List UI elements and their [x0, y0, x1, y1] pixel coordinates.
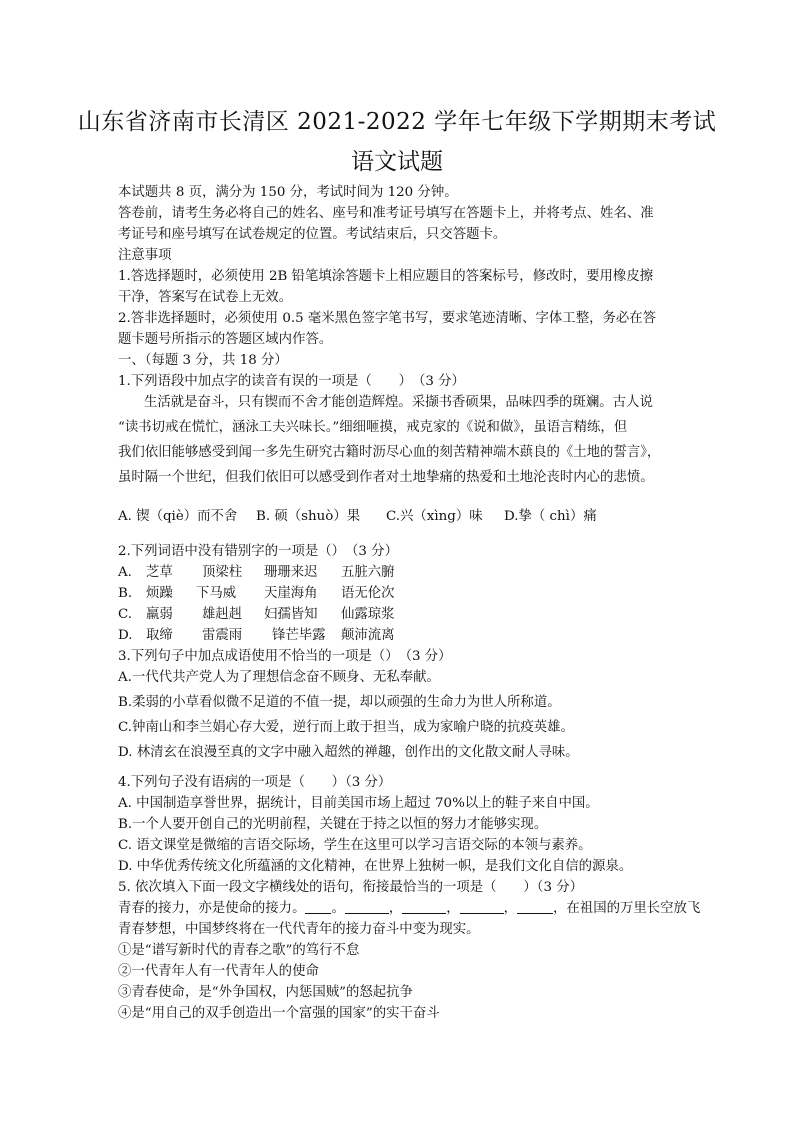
- question-2-option-d: D. 取缔 雷震雨 锋芒毕露 颠沛流离: [118, 628, 395, 643]
- intro-line: 本试题共 8 页，满分为 150 分，考试时间为 120 分钟。: [118, 185, 458, 200]
- question-1-passage: 我们依旧能够感受到闻一多先生研究古籍时沥尽心血的刻苦精神端木蕻良的《土地的誓言》，: [118, 445, 661, 460]
- question-4-option-c: C. 语文课堂是微缩的言语交际场，学生在这里可以学习言语交际的本领与素养。: [118, 838, 592, 853]
- question-5-passage: 青春的接力，亦是使命的接力。 。 ， ， ， ，在祖国的万里长空放飞: [118, 901, 701, 916]
- note-line: 1.答选择题时，必须使用 2B 铅笔填涂答题卡上相应题目的答案标号，修改时，要用橡皮擦: [118, 269, 654, 284]
- question-5-item: ④是“用自己的双手创造出一个富强的国家”的实干奋斗: [118, 1006, 440, 1021]
- question-2-stem: 2.下列词语中没有错别字的一项是（） （3 分）: [118, 544, 398, 559]
- question-5-passage: 青春梦想，中国梦终将在一代代青年的接力奋斗中变为现实。: [118, 922, 480, 937]
- exam-subtitle: 语文试题: [351, 149, 443, 175]
- question-2-option-a: A. 芝草 顶梁柱 珊珊来迟 五脏六腑: [118, 565, 395, 580]
- option-d: D.挚（ chì）痛: [504, 509, 597, 524]
- exam-title: 山东省济南市长清区 2021-2022 学年七年级下学期期末考试: [77, 109, 717, 135]
- option-b: B. 硕（shuò）果: [256, 509, 361, 524]
- question-1-passage: “读书切戒在慌忙，涵泳工夫兴味长。”细细咂摸，戒克家的《说和做》，虽语言精练，但: [118, 420, 628, 435]
- question-3-option-a: A.一代代共产党人为了理想信念奋不顾身、无私奉献。: [118, 670, 440, 685]
- question-4-option-d: D. 中华优秀传统文化所蕴涵的文化精神，在世界上独树一帜，是我们文化自信的源泉。: [118, 859, 633, 874]
- question-4-option-b: B.一个人要开创自己的光明前程，关键在于持之以恒的努力才能够实现。: [118, 817, 548, 832]
- question-5-stem: 5. 依次填入下面一段文字横线处的语句，衔接最恰当的一项是（ ）（3 分）: [118, 880, 583, 895]
- section-heading: 一、（每题 3 分，共 18 分）: [118, 353, 288, 368]
- exam-body: [118, 182, 701, 1024]
- question-1-passage: 生活就是奋斗，只有锲而不舍才能创造辉煌。采撷书香硕果，品味四季的斑斓。古人说: [144, 395, 653, 410]
- question-5-item: ②一代青年人有一代青年人的使命: [118, 964, 319, 979]
- question-3-option-d: D. 林清玄在浪漫至真的文字中融入超然的禅趣，创作出的文化散文耐人寻味。: [118, 745, 579, 760]
- note-line: 2.答非选择题时，必须使用 0.5 毫米黑色签字笔书写，要求笔迹清晰、字体工整，务必在答: [118, 311, 657, 326]
- question-4-option-a: A. 中国制造享誉世界，据统计，目前美国市场上超过 70%以上的鞋子来自中国。: [118, 796, 599, 811]
- note-line: 干净，答案写在试卷上无效。: [118, 290, 293, 305]
- note-line: 题卡题号所指示的答题区域内作答。: [118, 332, 333, 347]
- option-c: C.兴（xìng）味: [386, 509, 483, 524]
- question-3-stem: 3.下列句子中加点成语使用不恰当的一项是（） （3 分）: [118, 649, 452, 664]
- intro-line: 考证号和座号填写在试卷规定的位置。考试结束后，只交答题卡。: [118, 227, 507, 242]
- question-1-stem: 1.下列语段中加点字的读音有误的一项是（ ） （3 分）: [118, 374, 465, 389]
- question-2-option-b: B. 烦躁 下马威 天崖海角 语无伦次: [118, 586, 395, 601]
- question-5-item: ①是“谱写新时代的青春之歌”的笃行不怠: [118, 943, 360, 958]
- question-1-passage: 虽时隔一个世纪，但我们依旧可以感受到作者对土地挚痛的热爱和土地沦丧时内心的悲愤。: [118, 470, 654, 485]
- option-a: A. 锲（qiè）而不舍: [118, 509, 238, 524]
- intro-line: 答卷前，请考生务必将自己的姓名、座号和准考证号填写在答题卡上，并将考点、姓名、准: [118, 206, 654, 221]
- question-4-stem: 4.下列句子没有语病的一项是（ ）（3 分）: [118, 775, 392, 790]
- question-2-option-c: C. 羸弱 雄赳赳 妇孺皆知 仙露琼浆: [118, 607, 395, 622]
- question-3-option-c: C.钟南山和李兰娟心存大爱，逆行而上敢于担当，成为家喻户晓的抗疫英雄。: [118, 720, 574, 735]
- notes-heading: 注意事项: [118, 248, 172, 263]
- question-3-option-b: B.柔弱的小草看似微不足道的不值一提，却以顽强的生命力为世人所称道。: [118, 695, 561, 710]
- question-1-options: [118, 506, 680, 527]
- question-5-item: ③青春使命，是“外争国权，内惩国贼”的怒起抗争: [118, 985, 413, 1000]
